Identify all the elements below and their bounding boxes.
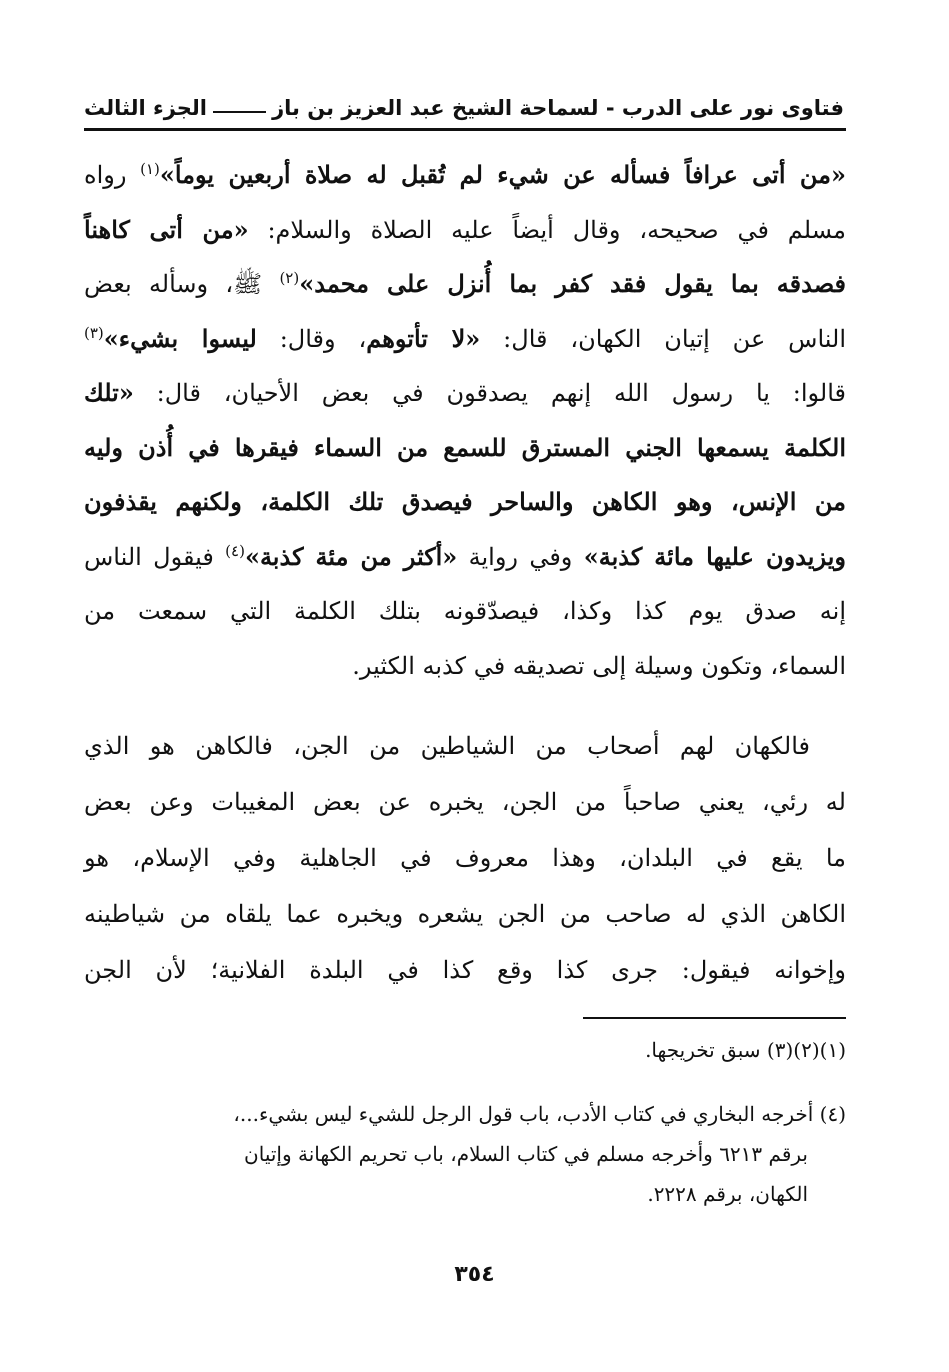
hadith-quote: ليسوا بشيء» (103, 323, 257, 353)
text-line (84, 366, 846, 421)
footnote-ref: (٤) (225, 541, 245, 560)
footnote-1-3: (١)(٢)(٣) سبق تخريجها. (645, 1038, 846, 1062)
paragraph-2 (84, 718, 846, 998)
paragraph-1 (84, 148, 846, 693)
header-dash-rule (213, 111, 266, 113)
hadith-quote: ويزيدون عليها مائة كذبة» (583, 541, 846, 571)
text-line: إنه صدق يوم كذا وكذا، فيصدّقونه بتلك الكلمة التي سمعت من (84, 597, 846, 625)
text-line (84, 530, 846, 585)
text-run: فيقول الناس (84, 542, 226, 571)
text-line: من الإنس، وهو الكاهن والساحر فيصدق تلك الكلمة، ولكنهم يقذفون (84, 487, 846, 516)
hadith-quote: فصدقه بما يقول فقد كفر بما أُنزل على محمد» (299, 269, 847, 298)
text-line: ما يقع في البلدان، وهذا معروف في الجاهلية وفي الإسلام، هو (84, 844, 846, 872)
text-run: رواه (84, 161, 141, 189)
text-run: وفي رواية (457, 542, 584, 571)
text-line (84, 312, 846, 367)
hadith-quote: «تلك (84, 378, 134, 407)
header-underline (84, 128, 846, 131)
footnote-4-line-3: الكهان، برقم ٢٢٢٨. (647, 1182, 808, 1206)
hadith-quote: «لا تأتوهم (366, 323, 481, 353)
footnote-ref: (٢) (279, 269, 300, 287)
hadith-quote: «من أتى كاهناً (84, 214, 249, 244)
volume-label: الجزء الثالث (84, 96, 207, 120)
text-line: السماء، وتكون وسيلة إلى تصديقه في كذبه الكثير. (352, 651, 846, 680)
footnote-4-line-1: (٤) أخرجه البخاري في كتاب الأدب، باب قول الرجل للشيء ليس بشيء...، (233, 1102, 846, 1126)
text-line (84, 257, 846, 312)
text-line: الكلمة يسمعها الجني المسترق للسمع من السماء فيقرها في أُذن وليه (84, 432, 846, 462)
text-line (84, 203, 846, 258)
hadith-quote: «من أتى عرافاً فسأله عن شيء لم تُقبل له صلاة أربعين يوماً» (159, 160, 846, 189)
text-run: قالوا: يا رسول الله إنهم يصدقون في بعض الأحيان، قال: (133, 379, 846, 407)
text-line: الكاهن الذي له صاحب من الجن يشعره ويخبره عما يلقاه من شياطينه (84, 900, 846, 928)
footnote-ref: (١) (140, 160, 160, 178)
running-header (84, 88, 844, 128)
text-line: وإخوانه فيقول: جرى كذا وقع كذا في البلدة الفلانية؛ لأن الجن (84, 956, 846, 984)
text-run: ، وقال: (256, 324, 367, 353)
footnotes (84, 1030, 846, 1214)
text-run: مسلم في صحيحه، وقال أيضاً عليه الصلاة والسلام: (248, 215, 846, 244)
footnote-4-line-2: برقم ٦٢١٣ وأخرجه مسلم في كتاب السلام، باب تحريم الكهانة وإتيان (244, 1142, 808, 1166)
text-line (84, 148, 846, 203)
text-run: ﷺ، وسأله بعض (84, 270, 280, 298)
footnote-separator (583, 1017, 846, 1019)
book-title: فتاوى نور على الدرب - لسماحة الشيخ عبد العزيز بن باز (272, 96, 844, 120)
footnote-ref: (٣) (84, 323, 104, 342)
hadith-quote: «أكثر من مئة كذبة» (244, 541, 458, 571)
page-number: ٣٥٤ (454, 1262, 495, 1287)
text-run: الناس عن إتيان الكهان، قال: (480, 324, 847, 353)
text-line: فالكهان لهم أصحاب من الشياطين من الجن، فالكاهن هو الذي (84, 732, 810, 760)
text-line: له رئي، يعني صاحباً من الجن، يخبره عن بعض المغيبات وعن بعض (84, 788, 846, 816)
